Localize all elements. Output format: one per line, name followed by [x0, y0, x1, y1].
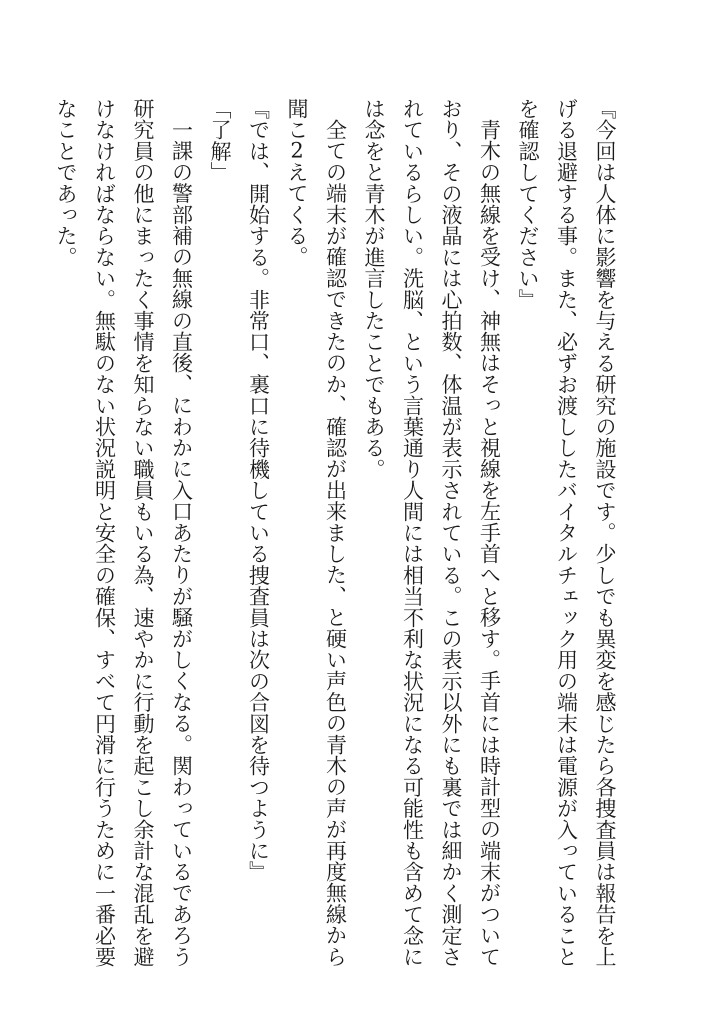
- paragraph-vital-terminal: 青木の無線を受け、神無はそっと視線を左手首へと移す。手首には時計型の端末がついており、その液晶には心拍数、体温が表示されている。この表示以外にも裏では細かく測定されているらしい。洗脳、という言葉通り人間には相当不利な状況になる可能性も含めて念には念をと青木が進言したことでもある。: [362, 98, 502, 968]
- page-number: 2: [290, 140, 304, 162]
- vertical-text-body: [54, 98, 624, 978]
- paragraph-start-order: 『では、開始する。非常口、裏口に待機している捜査員は次の合図を待つように』: [246, 98, 271, 883]
- paragraph-research-facility-notice: 『今回は人体に影響を与える研究の施設です。少しでも異変を感じたら各捜査員は報告を上げる退避する事。また、必ずお渡ししたバイタルチェック用の端末は電源が入っていることを確認してください』: [516, 98, 617, 968]
- paragraph-terminal-confirmation: 全ての端末が確認できたのか、確認が出来ました、と硬い声色の青木の声が再度無線から聞こ2えてくる。: [285, 98, 348, 967]
- paragraph-acknowledge: 「了解」: [208, 98, 232, 183]
- paragraph-entrance-commotion: 一課の警部補の無線の直後、にわかに入口あたりが騒がしくなる。関わっているであろう研究員の他にまったく事情を知らない職員もいる為、速やかに行動を起こし余計な混乱を避けなければならない。無駄のない状況説明と安全の確保、すべて円滑に行うために一番必要なことであった。: [54, 98, 194, 968]
